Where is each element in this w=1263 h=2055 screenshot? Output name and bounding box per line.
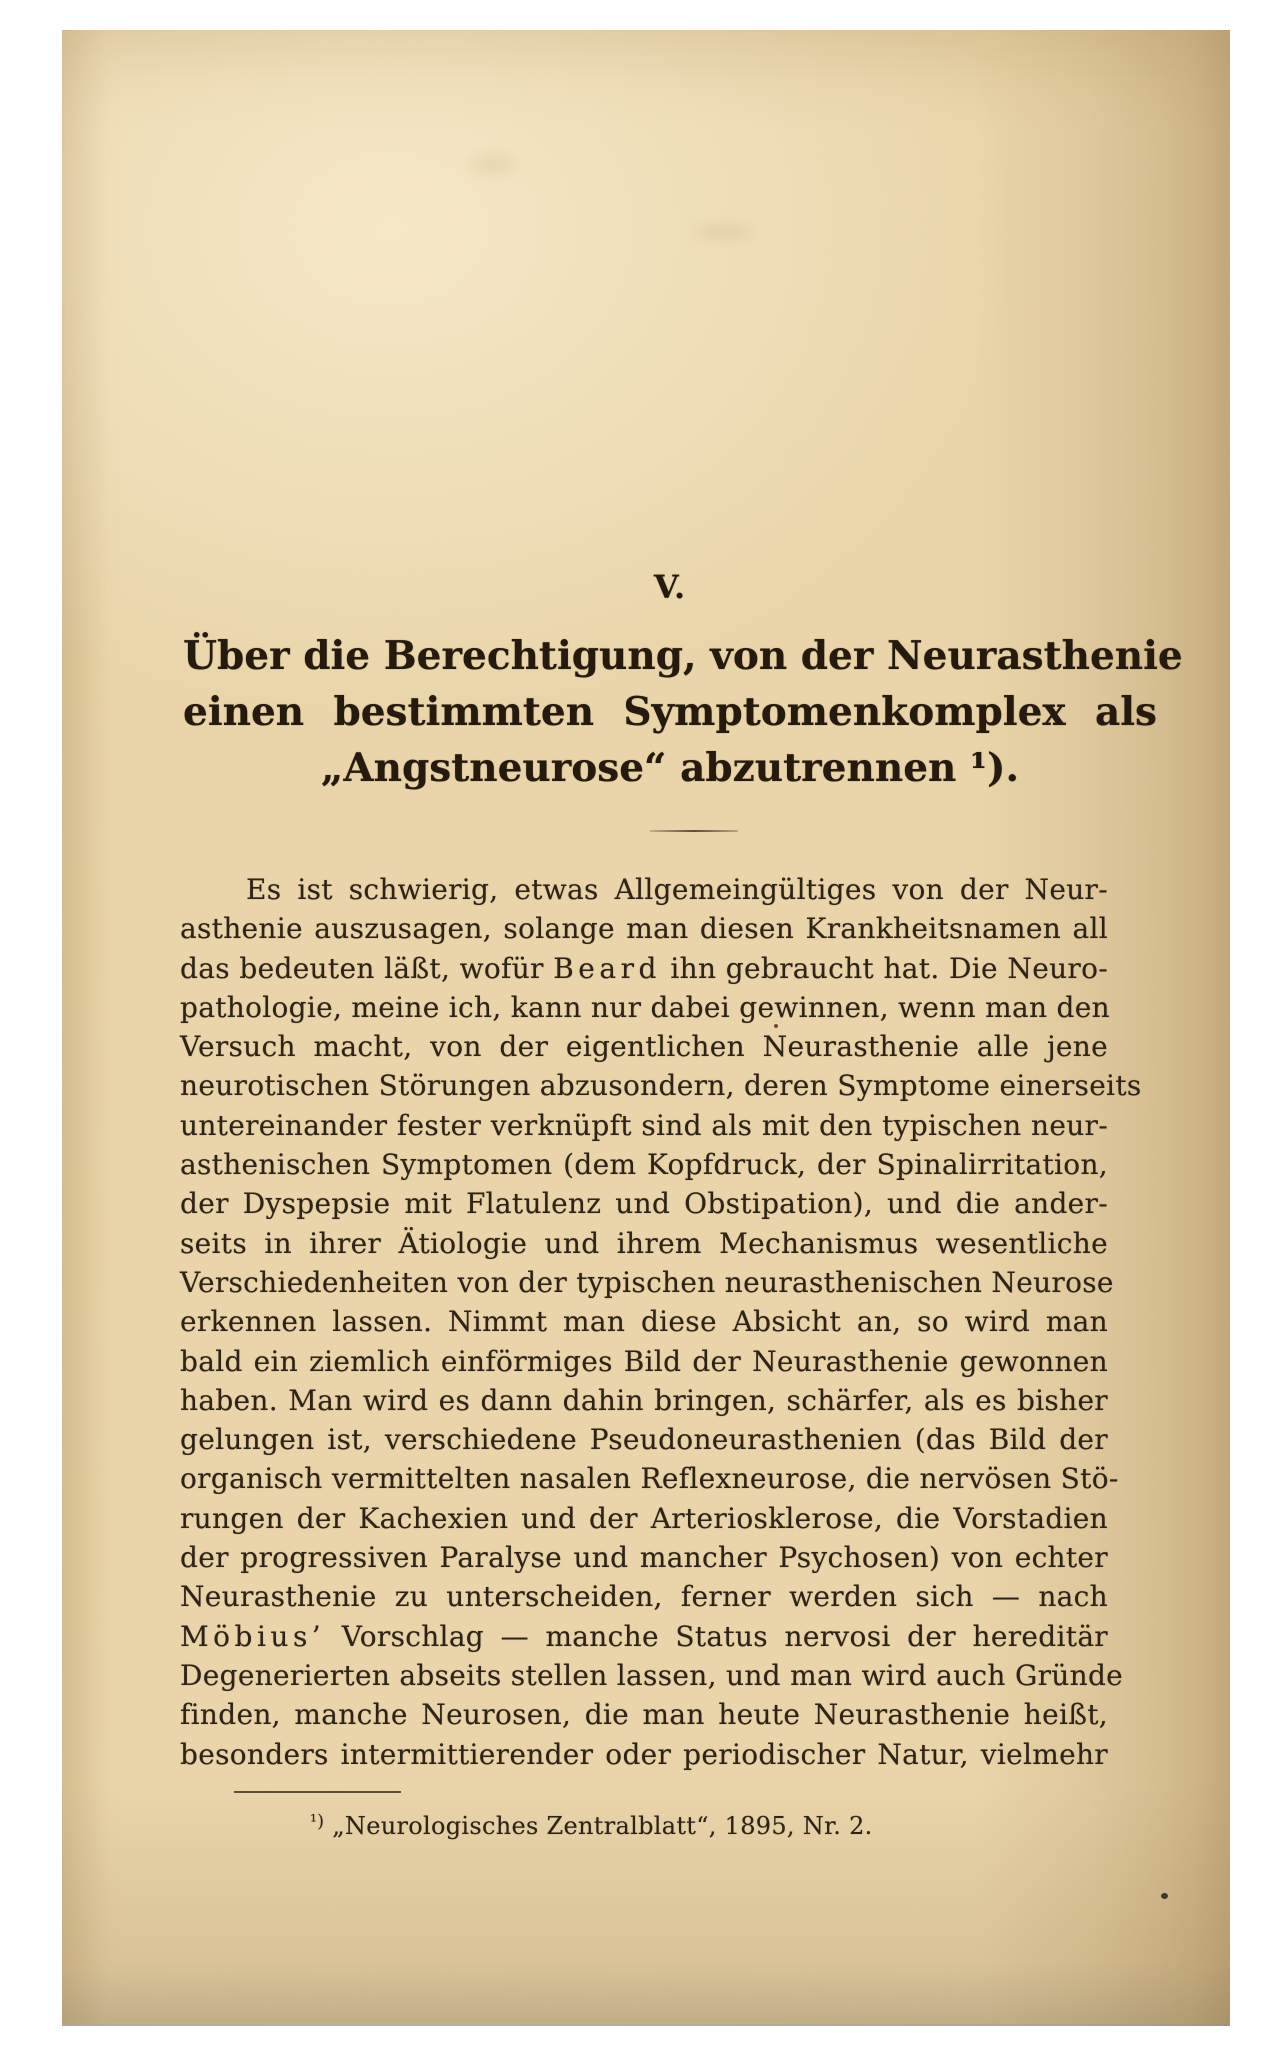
page-sheet [62,30,1230,2026]
section-number: V. [653,568,687,606]
body-text-line: Es ist schwierig, etwas Allgemeingültiges von der Neur- [246,873,1108,906]
body-text-line: bald ein ziemlich einförmiges Bild der Neurasthenie gewonnen [180,1344,1108,1378]
body-text-line: finden, manche Neurosen, die man heute Neurasthenie heißt, [180,1698,1108,1732]
title-line: einen bestimmten Symptomenkomplex als [183,689,1157,735]
ink-speck [1161,1893,1168,1899]
body-text-line: besonders intermittierender oder periodischer Natur, vielmehr [180,1737,1108,1771]
article-title [183,628,1183,796]
body-text-line: asthenischen Symptomen (dem Kopfdruck, der Spinalirritation, [180,1148,1108,1182]
body-text-line: rungen der Kachexien und der Arteriosklerose, die Vorstadien [180,1501,1108,1535]
body-text-line: Versuch macht, von der eigentlichen Neurasthenie alle jene [180,1030,1108,1064]
body-text-line: Degenerierten abseits stellen lassen, und man wird auch Gründe [180,1658,1124,1692]
body-text-line: das bedeuten läßt, wofür Beard ihn gebraucht hat. Die Neuro- [180,951,1109,985]
body-text-line: gelungen ist, verschiedene Pseudoneurasthenien (das Bild der [180,1423,1108,1457]
body-text-line: organisch vermittelten nasalen Reflexneurose, die nervösen Stö- [180,1462,1119,1496]
paper-smudge [692,226,752,238]
body-paragraph [180,870,1142,1774]
body-text-line: erkennen lassen. Nimmt man diese Absicht an, so wird man [180,1305,1108,1339]
footnote [310,1806,873,1842]
body-text-line: Neurasthenie zu unterscheiden, ferner werden sich — nach [180,1580,1108,1614]
body-text-line: der progressiven Paralyse und mancher Psychosen) von echter [180,1541,1108,1575]
paper-smudge [470,158,516,172]
body-text-line: haben. Man wird es dann dahin bringen, schärfer, als es bisher [180,1383,1108,1417]
footnote-rule [234,1791,401,1793]
title-line: Über die Berechtigung, von der Neurasthenie [183,633,1183,679]
title-line: „Angstneurose“ abzutrennen ¹). [320,745,1020,791]
title-divider [650,830,738,832]
body-text-line: neurotischen Störungen abzusondern, deren Symptome einerseits [180,1069,1142,1103]
body-text-line: der Dyspepsie mit Flatulenz und Obstipation), und die ander- [180,1187,1108,1221]
body-text-line: Möbius’ Vorschlag — manche Status nervosi der hereditär [180,1619,1108,1653]
body-text-line: pathologie, meine ich, kann nur dabei gewinnen, wenn man den [180,990,1110,1024]
body-text-line: seits in ihrer Ätiologie und ihrem Mechanismus wesentliche [180,1226,1108,1260]
footnote-marker: ¹) [310,1812,325,1832]
body-text-line: asthenie auszusagen, solange man diesen Krankheitsnamen all [180,912,1108,946]
footnote-text: „Neurologisches Zentralblatt“, 1895, Nr. 2. [332,1811,873,1840]
ink-speck [774,1024,778,1028]
body-text-line: untereinander fester verknüpft sind als mit den typischen neur- [180,1108,1108,1142]
body-text-line: Verschiedenheiten von der typischen neurasthenischen Neurose [180,1265,1114,1299]
